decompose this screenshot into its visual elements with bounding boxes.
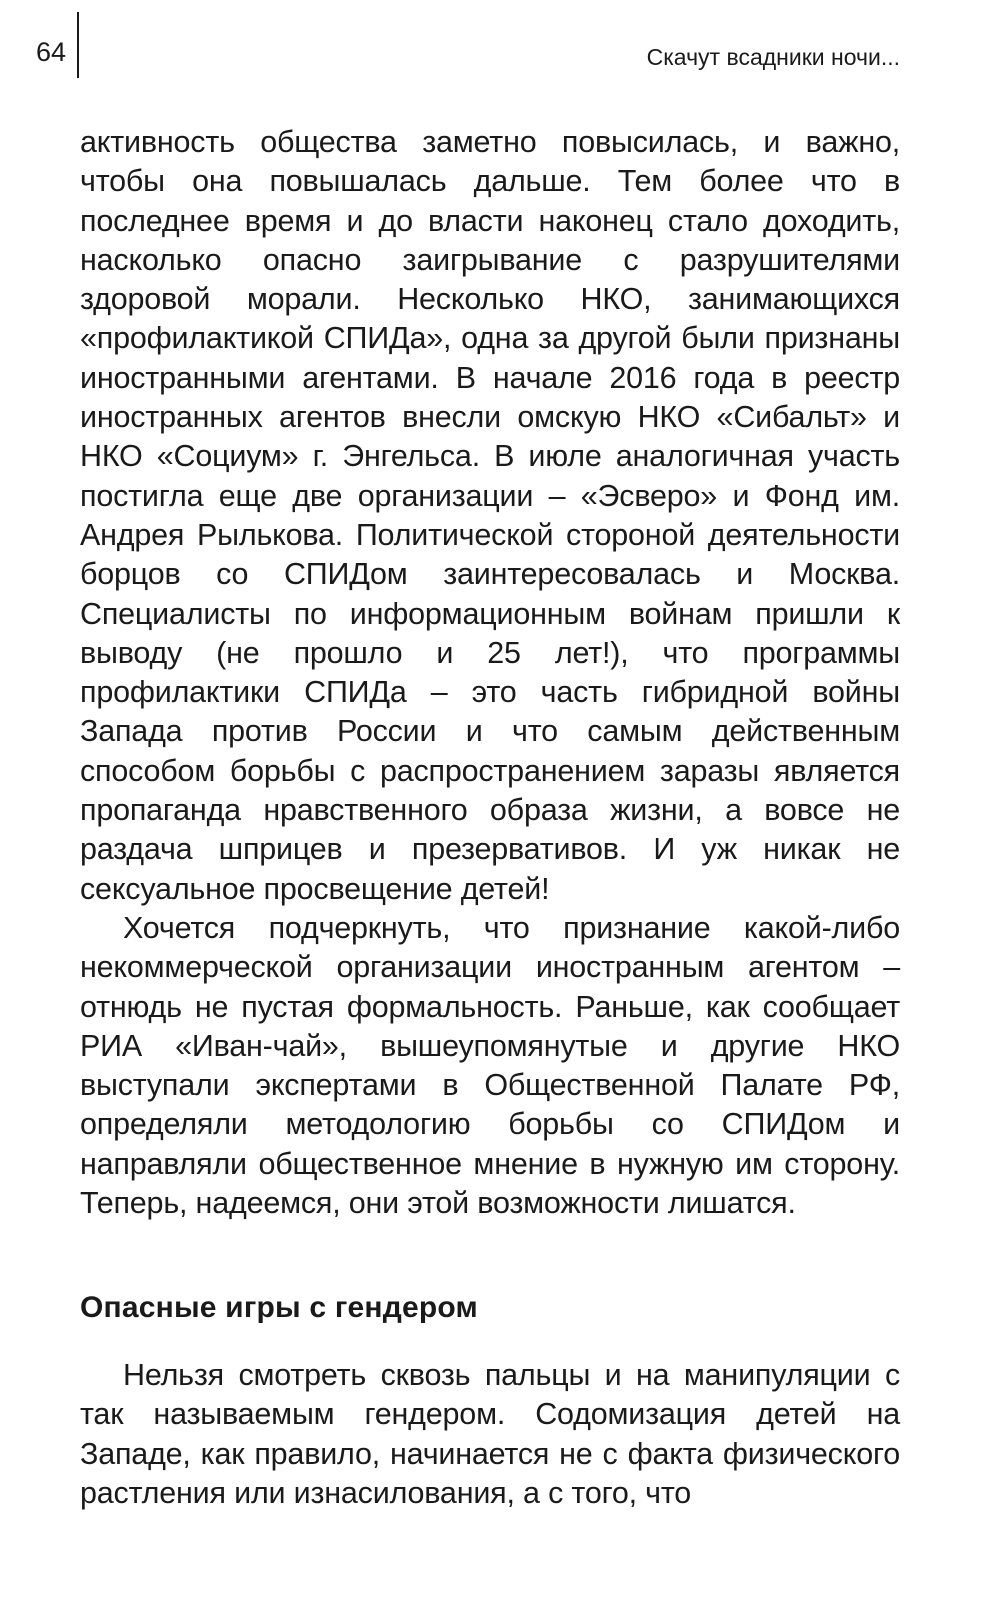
page-number: 64: [36, 37, 67, 67]
section-heading: Опасные игры с гендером: [80, 1291, 478, 1324]
main-text: [80, 123, 900, 1223]
page-header: [0, 0, 984, 80]
section-paragraph: Нельзя смотреть сквозь пальцы и на манипуляции с так называемым гендером. Содомизация детей на Западе, как правило, начинается не с факта физического растления или изнасилования, а с того, что: [80, 1358, 900, 1510]
running-title: Скачут всадники ночи...: [646, 44, 900, 70]
paragraph-continued: активность общества заметно повысилась, и важно, чтобы она повышалась дальше. Тем более что в последнее время и до власти наконец стало доходить, насколько опасно заигрывание с разрушителями здоровой морали. Несколько НКО, занимающихся «профилактикой СПИДа», одна за другой были признаны иностранными агентами. В начале 2016 года в реестр иностранных агентов внесли омскую НКО «Сибальт» и НКО «Социум» г. Энгельса. В июле аналогичная участь постигла еще две организации – «Эсверо» и Фонд им. Андрея Рылькова. Политической стороной деятельности борцов со СПИДом заинтересовалась и Москва. Специалисты по информационным войнам пришли к выводу (не прошло и 25 лет!), что программы профилактики СПИДа – это часть гибридной войны Запада против России и что самым действенным способом борьбы с распространением заразы является пропаганда нравственного образа жизни, а вовсе не раздача шприцев и презервативов. И уж никак не сексуальное просвещение детей!: [80, 125, 900, 906]
section-gender: [80, 1290, 900, 1513]
paragraph: Хочется подчеркнуть, что признание какой-либо некоммерческой организации иностранным агентом – отнюдь не пустая формальность. Раньше, как сообщает РИА «Иван-чай», вышеупомянутые и другие НКО выступали экспертами в Общественной Палате РФ, определяли методологию борьбы со СПИДом и направляли общественное мнение в нужную им сторону. Теперь, надеемся, они этой возможности лишатся.: [80, 910, 900, 1221]
header-divider: [77, 12, 79, 78]
